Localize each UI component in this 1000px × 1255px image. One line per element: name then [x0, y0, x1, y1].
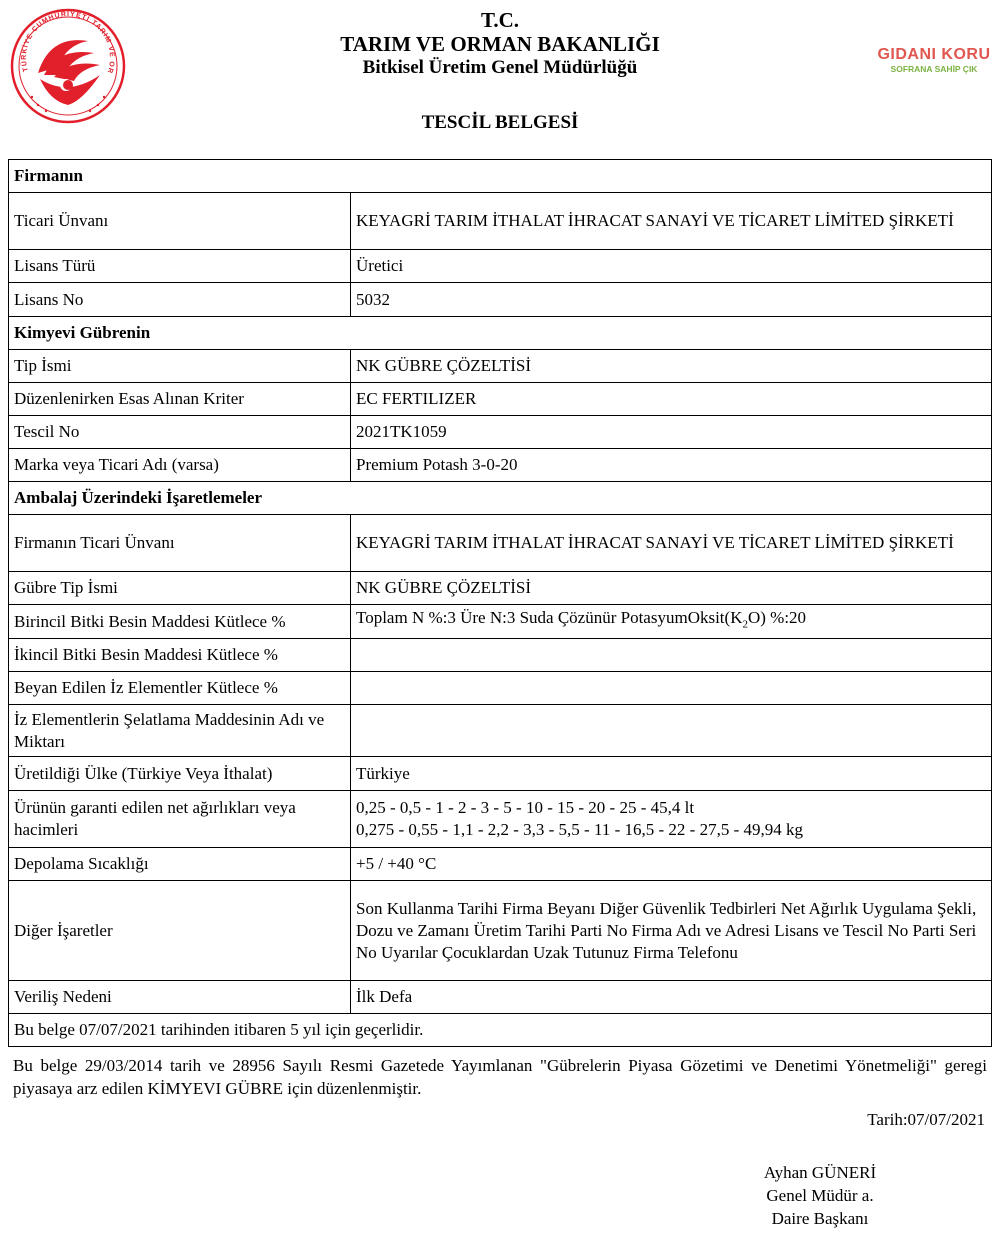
row-value: İlk Defa: [351, 981, 992, 1014]
row-value: [351, 705, 992, 757]
table-row: [9, 193, 992, 250]
header-directorate: Bitkisel Üretim Genel Müdürlüğü: [362, 57, 638, 78]
row-value: NK GÜBRE ÇÖZELTİSİ: [351, 572, 992, 605]
row-label: Gübre Tip İsmi: [9, 572, 351, 605]
table-row: [9, 605, 992, 639]
table-row: [9, 250, 992, 283]
row-value-nutrient: [351, 605, 992, 639]
table-row: [9, 515, 992, 572]
row-label: Ticari Ünvanı: [9, 193, 351, 250]
row-label: Birincil Bitki Besin Maddesi Kütlece %: [9, 605, 351, 639]
watermark-logo: [872, 46, 996, 74]
row-label: Ürünün garanti edilen net ağırlıkları veya hacimleri: [9, 791, 351, 848]
nutrient-text: Toplam N %:3 Üre N:3 Suda Çözünür PotasyumOksit(K: [356, 608, 743, 628]
row-label: Tip İsmi: [9, 350, 351, 383]
table-row: [9, 981, 992, 1014]
table-row: [9, 416, 992, 449]
section-heading-packaging: Ambalaj Üzerindeki İşaretlemeler: [9, 482, 992, 515]
row-label: Düzenlenirken Esas Alınan Kriter: [9, 383, 351, 416]
net-amounts-kilograms: 0,275 - 0,55 - 1,1 - 2,2 - 3,3 - 5,5 - 11 - 16,5 - 22 - 27,5 - 49,94 kg: [356, 820, 803, 839]
row-value: Son Kullanma Tarihi Firma Beyanı Diğer Güvenlik Tedbirleri Net Ağırlık Uygulama Şekli, Dozu ve Zamanı Üretim Tarihi Parti No Firma Adı ve Adresi Lisans ve Tescil No Parti Seri No Uyarılar Çocuklardan Uzak Tutunuz Firma Telefonu: [351, 881, 992, 981]
row-label: Beyan Edilen İz Elementler Kütlece %: [9, 672, 351, 705]
watermark-subtitle: SOFRANA SAHİP ÇIK: [890, 64, 978, 74]
row-value: KEYAGRİ TARIM İTHALAT İHRACAT SANAYİ VE TİCARET LİMİTED ŞİRKETİ: [351, 515, 992, 572]
table-row: [9, 572, 992, 605]
row-label: Lisans No: [9, 283, 351, 317]
signatory-name: Ayhan GÜNERİ: [763, 1163, 877, 1182]
table-row: [9, 848, 992, 881]
table-row: [9, 672, 992, 705]
table-row: [9, 639, 992, 672]
table-row: [9, 757, 992, 791]
table-row: [9, 791, 992, 848]
row-value: [351, 672, 992, 705]
signature-block: [740, 1161, 900, 1230]
table-row: [9, 881, 992, 981]
section-row-packaging: [9, 482, 992, 515]
row-value: Premium Potash 3-0-20: [351, 449, 992, 482]
row-label: Tescil No: [9, 416, 351, 449]
row-value: EC FERTILIZER: [351, 383, 992, 416]
table-row: [9, 449, 992, 482]
svg-text:TÜRKİYE CUMHURİYETİ TARIM VE O: TÜRKİYE CUMHURİYETİ TARIM VE OR: [20, 11, 116, 75]
row-value-net-amounts: [351, 791, 992, 848]
row-label: Üretildiği Ülke (Türkiye Veya İthalat): [9, 757, 351, 791]
row-label: Lisans Türü: [9, 250, 351, 283]
document-title: TESCİL BELGESİ: [421, 112, 579, 133]
section-heading-fertilizer: Kimyevi Gübrenin: [9, 317, 992, 350]
validity-statement: Bu belge 07/07/2021 tarihinden itibaren 5 yıl için geçerlidir.: [9, 1014, 992, 1047]
document-header: [250, 8, 750, 80]
row-label: Depolama Sıcaklığı: [9, 848, 351, 881]
row-label: Veriliş Nedeni: [9, 981, 351, 1014]
row-value: NK GÜBRE ÇÖZELTİSİ: [351, 350, 992, 383]
table-row: [9, 283, 992, 317]
validity-row: [9, 1014, 992, 1047]
signatory-title: Genel Müdür a.: [766, 1186, 874, 1205]
header-ministry: TARIM VE ORMAN BAKANLIĞI: [340, 32, 660, 56]
row-value: [351, 639, 992, 672]
row-label: Diğer İşaretler: [9, 881, 351, 981]
row-value: Türkiye: [351, 757, 992, 791]
row-value: 5032: [351, 283, 992, 317]
row-label: Marka veya Ticari Adı (varsa): [9, 449, 351, 482]
watermark-title: GIDANI KORU: [877, 46, 991, 63]
ministry-seal-icon: [10, 5, 126, 127]
table-row: [9, 350, 992, 383]
row-value: KEYAGRİ TARIM İTHALAT İHRACAT SANAYİ VE TİCARET LİMİTED ŞİRKETİ: [351, 193, 992, 250]
net-amounts-liters: 0,25 - 0,5 - 1 - 2 - 3 - 5 - 10 - 15 - 20 - 25 - 45,4 lt: [356, 798, 695, 817]
nutrient-text-end: O) %:20: [747, 608, 807, 628]
registration-table: [8, 159, 992, 1047]
table-row: [9, 705, 992, 757]
table-row: [9, 383, 992, 416]
section-heading-firm: Firmanın: [9, 160, 992, 193]
legal-footnote: Bu belge 29/03/2014 tarih ve 28956 Sayılı Resmi Gazetede Yayımlanan "Gübrelerin Piyasa Gözetimi ve Denetimi Yönetmeliği" geregi piyasaya arz edilen KİMYEVI GÜBRE için düzenlenmiştir.: [13, 1056, 987, 1098]
row-value: +5 / +40 °C: [351, 848, 992, 881]
section-row-fertilizer: [9, 317, 992, 350]
header-tc: T.C.: [480, 8, 520, 32]
nutrient-subscript: 2: [742, 618, 748, 631]
row-label: İz Elementlerin Şelatlama Maddesinin Adı ve Miktarı: [9, 705, 351, 757]
signatory-department: Daire Başkanı: [771, 1209, 869, 1228]
row-label: İkincil Bitki Besin Maddesi Kütlece %: [9, 639, 351, 672]
section-row-firm: [9, 160, 992, 193]
row-label: Firmanın Ticari Ünvanı: [9, 515, 351, 572]
row-value: 2021TK1059: [351, 416, 992, 449]
row-value: Üretici: [351, 250, 992, 283]
issue-date: Tarih:07/07/2021: [867, 1110, 985, 1129]
